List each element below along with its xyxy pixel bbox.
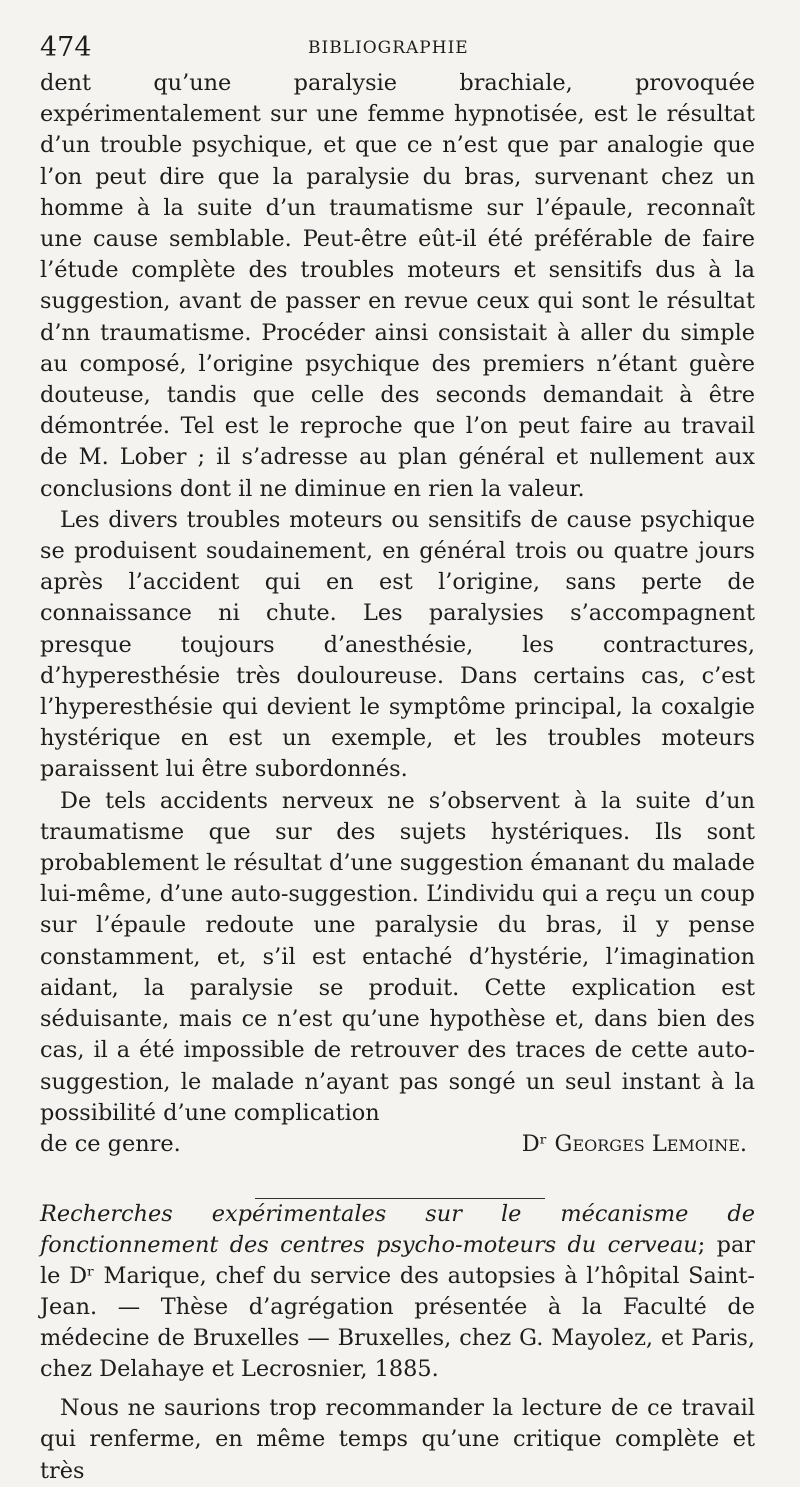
- book-details: ; par le Dʳ Marique, chef du service des autopsies à l’hôpital Saint-Jean. — Thèse d’agrégation présentée à la Faculté de médecine de Bruxelles — Bruxelles, chez G. Mayolez, et Paris, chez Delahaye et Lecrosnier, 1885.: [40, 1232, 755, 1383]
- page-number: 474: [40, 32, 92, 63]
- author-signature: Dʳ Georges Lemoine.: [521, 1130, 747, 1157]
- signature-line: [40, 1129, 755, 1160]
- paragraph-4: Nous ne saurions trop recommander la lecture de ce travail qui renferme, en même temps qu’une critique complète et très: [40, 1395, 755, 1484]
- paragraph-3: De tels accidents nerveux ne s’observent à la suite d’un traumatisme que sur des sujets hystériques. Ils sont probablement le résultat d’une suggestion émanant du malade lui-même, d’une auto-suggestion. L’individu qui a reçu un coup sur l’épaule redoute une paralysie du bras, il y pense constamment, et, s’il est entaché d’hystérie, l’imagination aidant, la paralysie se produit. Cette explication est séduisante, mais ce n’est qu’une hypothèse et, dans bien des cas, il a été impossible de retrouver des traces de cette auto-suggestion, le malade n’ayant pas songé un seul instant à la possibilité d’une complication: [40, 787, 755, 1126]
- paragraph-2: Les divers troubles moteurs ou sensitifs de cause psychique se produisent soudainement, en général trois ou quatre jours après l’accident qui en est l’origine, sans perte de connaissance ni chute. Les paralysies s’accompagnent presque toujours d’anesthésie, les contractures, d’hyperesthésie très douloureuse. Dans certains cas, c’est l’hyperesthésie qui devient le symptôme principal, la coxalgie hystérique en est un exemple, et les troubles moteurs paraissent lui être subordonnés.: [40, 506, 755, 783]
- paragraph-1: dent qu’une paralysie brachiale, provoquée expérimentalement sur une femme hypnotisée, est le résultat d’un trouble psychique, et que ce n’est que par analogie que l’on peut dire que la paralysie du bras, survenant chez un homme à la suite d’un traumatisme sur l’épaule, reconnaît une cause semblable. Peut-être eût-il été préférable de faire l’étude complète des troubles moteurs et sensitifs dus à la suggestion, avant de passer en revue ceux qui sont le résultat d’nn traumatisme. Procéder ainsi consistait à aller du simple au composé, l’origine psychique des premiers n’étant guère douteuse, tandis que celle des seconds demandait à être démontrée. Tel est le reproche que l’on peut faire au travail de M. Lober ; il s’adresse au plan général et nullement aux conclusions dont il ne diminue en rien la valeur.: [40, 70, 755, 502]
- running-head: BIBLIOGRAPHIE: [308, 38, 469, 58]
- book-title: Recherches expérimentales sur le mécanisme de fonctionnement des centres psycho-moteurs du cerveau: [40, 1201, 755, 1259]
- book-reference: [40, 1199, 755, 1385]
- body-text: [40, 68, 755, 1487]
- paragraph-3-end: de ce genre.: [40, 1130, 181, 1157]
